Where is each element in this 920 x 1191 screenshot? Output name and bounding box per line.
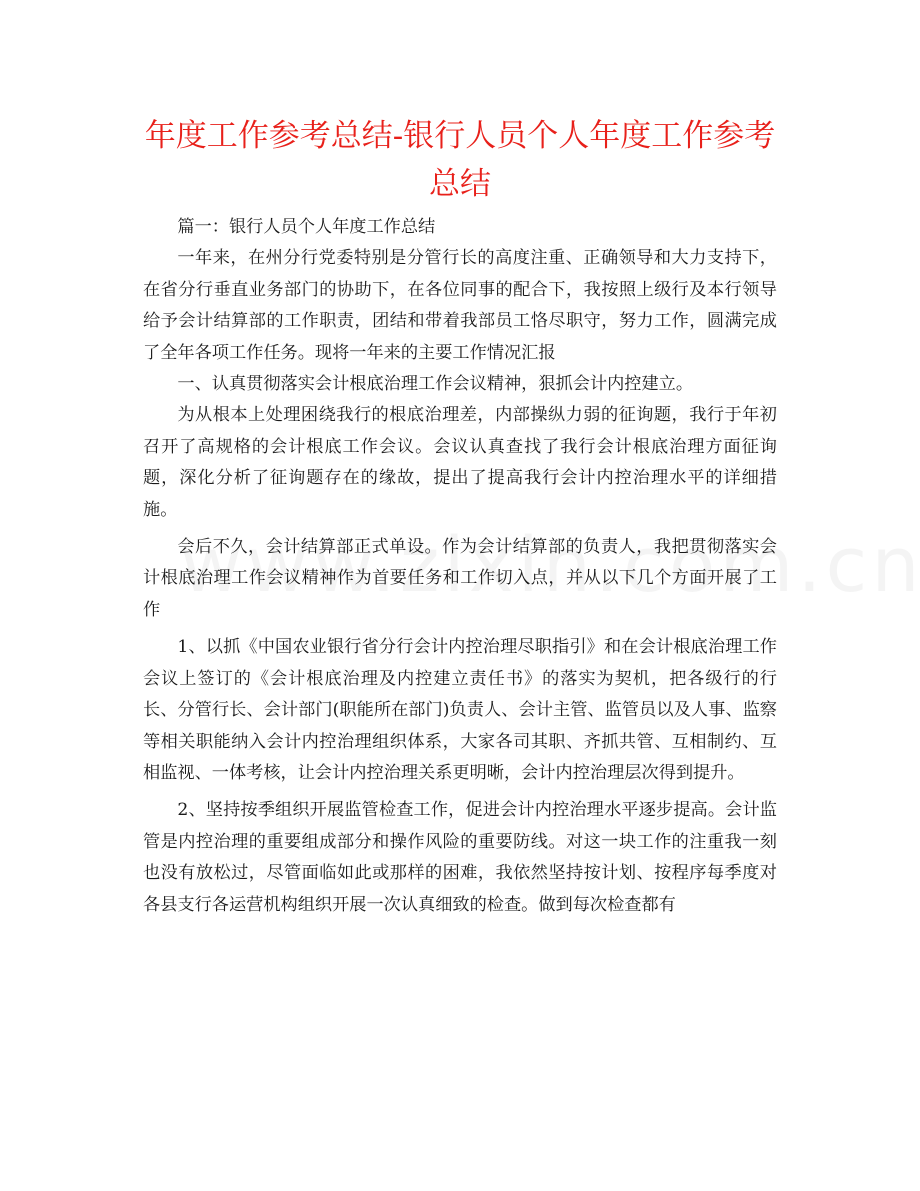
- paragraph: 2、坚持按季组织开展监管检查工作，促进会计内控治理水平逐步提高。会计监管是内控治理的重要组成部分和操作风险的重要防线。对这一块工作的注重我一刻也没有放松过，尽管面临如此或那样的困难，我依然坚持按计划、按程序每季度对各县支行各运营机构组织开展一次认真细致的检查。做到每次检查都有: [143, 800, 777, 915]
- paragraph: 一年来，在州分行党委特别是分管行长的高度注重、正确领导和大力支持下，在省分行垂直业务部门的协助下，在各位同事的配合下，我按照上级行及本行领导给予会计结算部的工作职责，团结和带着我部员工恪尽职守，努力工作，圆满完成了全年各项工作任务。现将一年来的主要工作情况汇报: [143, 248, 777, 363]
- paragraph: 为从根本上处理困绕我行的根底治理差，内部操纵力弱的征询题，我行于年初召开了高规格的会计根底工作会议。会议认真查找了我行会计根底治理方面征询题，深化分析了征询题存在的缘故，提出了提高我行会计内控治理水平的详细措施。: [143, 405, 777, 520]
- section-heading: 篇一：银行人员个人年度工作总结: [177, 217, 436, 237]
- paragraph: 一、认真贯彻落实会计根底治理工作会议精神，狠抓会计内控建立。: [177, 374, 694, 395]
- paragraph: 1、以抓《中国农业银行省分行会计内控治理尽职指引》和在会计根底治理工作会议上签订的《会计根底治理及内控建立责任书》的落实为契机，把各级行的行长、分管行长、会计部门(职能所在部门)负责人、会计主管、监管员以及人事、监察等相关职能纳入会计内控治理组织体系，大家各司其职、齐抓共管、互相制约、互相监视、一体考核，让会计内控治理关系更明晰，会计内控治理层次得到提升。: [143, 637, 777, 783]
- document-body: [143, 212, 777, 921]
- document-title: 年度工作参考总结-银行人员个人年度工作参考总结: [144, 118, 776, 202]
- paragraph: 会后不久，会计结算部正式单设。作为会计结算部的负责人，我把贯彻落实会计根底治理工作会议精神作为首要任务和工作切入点，并从以下几个方面开展了工作: [143, 537, 777, 620]
